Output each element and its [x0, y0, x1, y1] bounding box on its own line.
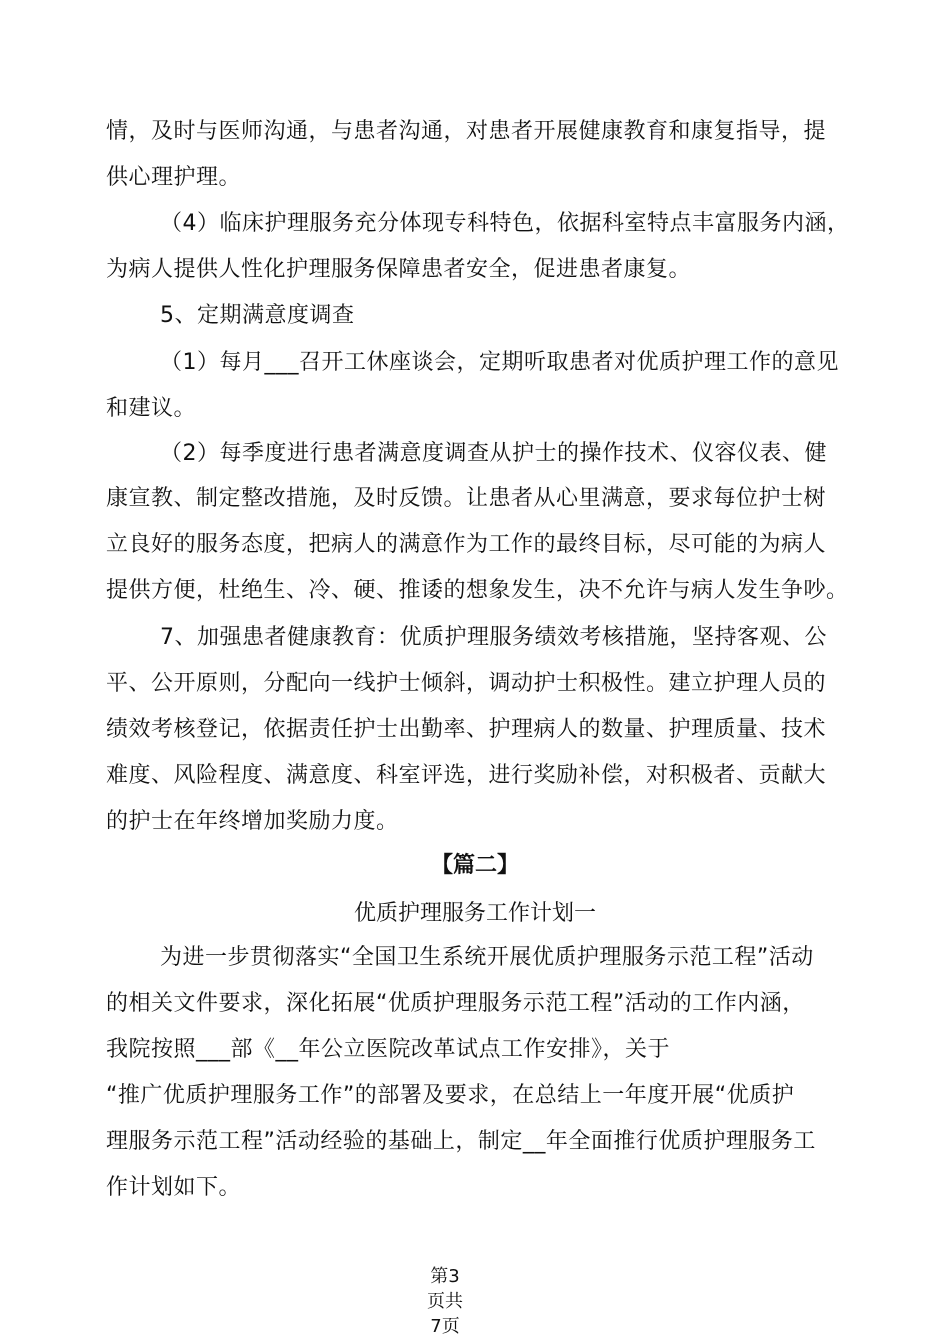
section-item-heading: 5、定期满意度调查 [160, 303, 355, 328]
paragraph-line: （2）每季度进行患者满意度调查从护士的操作技术、仪容仪表、健 [160, 441, 827, 466]
footer-line: 页共 [427, 1291, 463, 1312]
paragraph-line: 平、公开原则，分配向一线护士倾斜，调动护士积极性。建立护理人员的 [106, 671, 827, 696]
paragraph-line: 的护士在年终增加奖励力度。 [106, 809, 399, 834]
paragraph-line: 立良好的服务态度，把病人的满意作为工作的最终目标，尽可能的为病人 [106, 532, 827, 557]
paragraph-line: 为进一步贯彻落实“全国卫生系统开展优质护理服务示范工程”活动 [160, 945, 814, 970]
paragraph-line: 我院按照___部《__年公立医院改革试点工作安排》，关于 [106, 1037, 671, 1062]
paragraph-line: 的相关文件要求，深化拓展“优质护理服务示范工程”活动的工作内涵， [106, 991, 805, 1016]
paragraph-line: 提供方便，杜绝生、冷、硬、推诿的想象发生，决不允许与病人发生争吵。 [106, 578, 849, 603]
page-number-footer [400, 1264, 490, 1339]
paragraph-line: （4）临床护理服务充分体现专科特色，依据科室特点丰富服务内涵， [160, 211, 850, 236]
paragraph-line: 情，及时与医师沟通，与患者沟通，对患者开展健康教育和康复指导，提 [106, 119, 827, 144]
paragraph-line: 供心理护理。 [106, 165, 242, 190]
paragraph-line: （1）每月___召开工休座谈会，定期听取患者对优质护理工作的意见 [160, 350, 839, 375]
paragraph-line: 难度、风险程度、满意度、科室评选，进行奖励补偿，对积极者、贡献大 [106, 763, 827, 788]
paragraph-line: 作计划如下。 [106, 1175, 242, 1200]
footer-line: 第3 [430, 1266, 460, 1287]
section-title: 优质护理服务工作计划一 [353, 901, 596, 926]
footer-line: 7页 [430, 1316, 460, 1337]
paragraph-line: 康宣教、制定整改措施，及时反馈。让患者从心里满意，要求每位护士树 [106, 486, 827, 511]
paragraph-line: 绩效考核登记，依据责任护士出勤率、护理病人的数量、护理质量、技术 [106, 717, 827, 742]
paragraph-line: “推广优质护理服务工作”的部署及要求，在总结上一年度开展“优质护 [106, 1083, 795, 1108]
paragraph-line: 7、加强患者健康教育：优质护理服务绩效考核措施，坚持客观、公 [160, 625, 827, 650]
paragraph-line: 理服务示范工程”活动经验的基础上，制定__年全面推行优质护理服务工 [106, 1129, 816, 1154]
section-heading: 【篇二】 [430, 853, 519, 878]
paragraph-line: 为病人提供人性化护理服务保障患者安全，促进患者康复。 [106, 257, 692, 282]
paragraph-line: 和建议。 [106, 396, 197, 421]
